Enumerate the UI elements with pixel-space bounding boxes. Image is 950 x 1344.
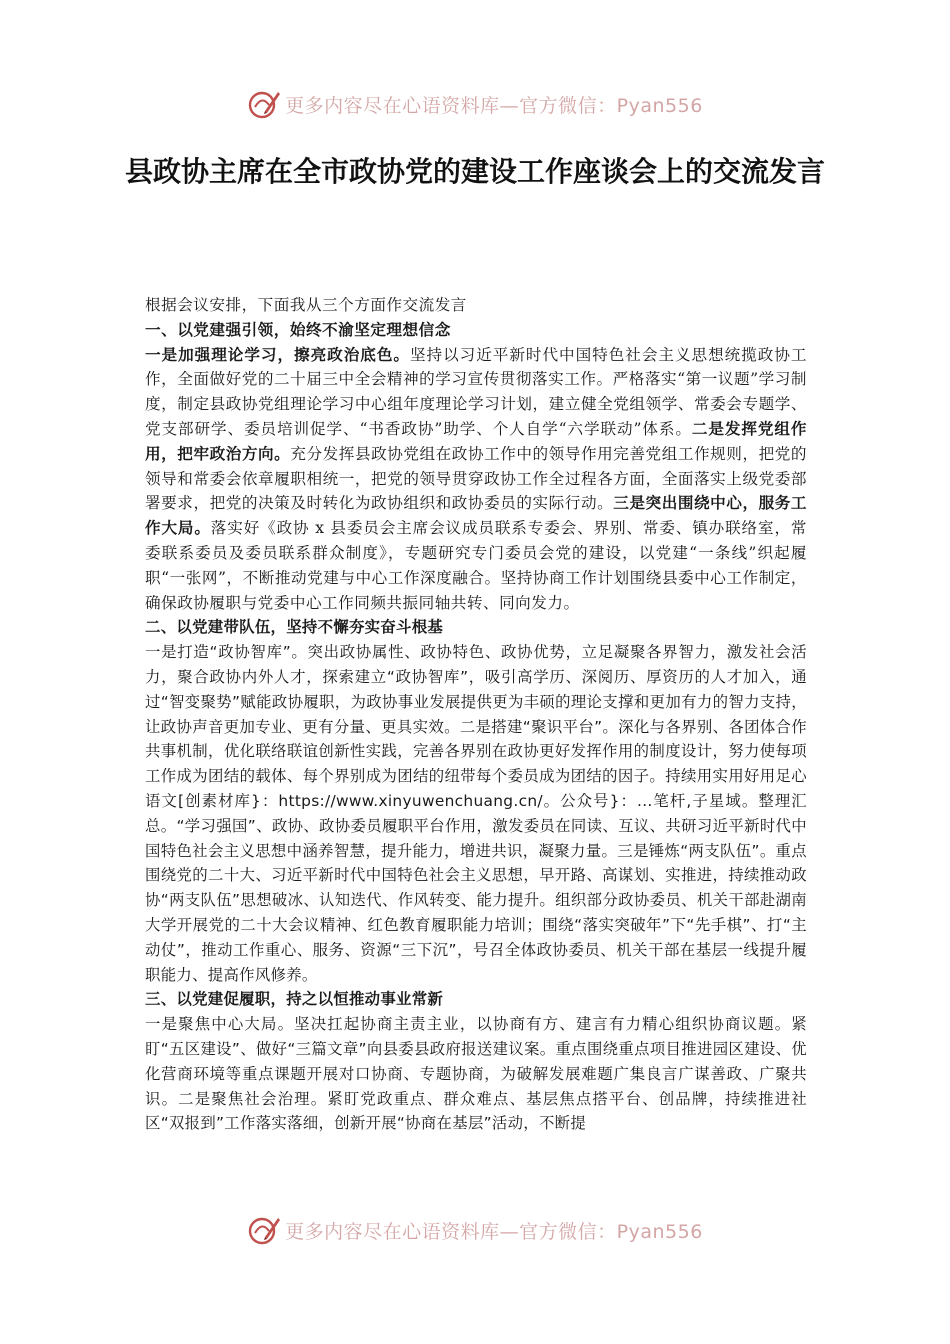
section-3-heading: 三、以党建促履职，持之以恒推动事业常新	[145, 990, 444, 1009]
pen-logo-icon	[247, 1213, 281, 1247]
wechat-id: Pyan556	[616, 1220, 703, 1243]
point-1-title: 一是加强理论学习，擦亮政治底色。	[145, 344, 410, 364]
header-banner	[0, 84, 950, 124]
footer-banner	[0, 1210, 950, 1250]
section-3-paragraph: 一是聚焦中心大局。坚决扛起协商主责主业，以协商有方、建言有力精心组织协商议题。紧盯“五区建设”、做好“三篇文章”向县委县政府报送建议案。重点围绕重点项目推进园区建设、优化营商环境等重点课题开展对口协商、专题协商，为破解发展难题广集良言广谋善政、广聚共识。二是聚焦社会治理。紧盯党政重点、群众难点、基层焦点搭平台、创品牌，持续推进社区“双报到”工作落实落细，创新开展“协商在基层”活动，不断提	[145, 1015, 807, 1133]
section-2-heading: 二、以党建带队伍，坚持不懈夯实奋斗根基	[145, 618, 444, 637]
point-3-title: 三是突出围绕中心，服务工作大局。	[145, 493, 807, 538]
banner-text: 更多内容尽在心语资料库—官方微信：Pyan556	[285, 1220, 703, 1243]
banner-text: 更多内容尽在心语资料库—官方微信：Pyan556	[285, 94, 703, 117]
point-2-title: 二是发挥党组作用，把牢政治方向。	[145, 418, 807, 463]
document-body	[145, 293, 807, 1136]
point-3-text: 落实好《政协 x 县委员会主席会议成员联系专委会、界别、常委、镇办联络室，常委联系委员及委员联系群众制度》，专题研究专门委员会党的建设，以党建“一条线”织起履职“一张网”，不断推动党建与中心工作深度融合。坚持协商工作计划围绕县委中心工作制定，确保政协履职与党委中心工作同频共振同轴共转、同向发力。	[145, 519, 807, 612]
section-1-heading: 一、以党建强引领，始终不渝坚定理想信念	[145, 319, 451, 339]
intro-paragraph: 根据会议安排，下面我从三个方面作交流发言	[145, 296, 467, 314]
section-2-paragraph: 一是打造“政协智库”。突出政协属性、政协特色、政协优势，立足凝聚各界智力，激发社会活力，聚合政协内外人才，探索建立“政协智库”，吸引高学历、深阅历、厚资历的人才加入，通过“智变聚势”赋能政协履职，为政协事业发展提供更为丰硕的理论支撑和更加有力的智力支持，让政协声音更加专业、更有分量、更具实效。二是搭建“聚识平台”。深化与各界别、各团体合作共事机制，优化联络联谊创新性实践，完善各界别在政协更好发挥作用的制度设计，努力使每项工作成为团结的载体、每个界别成为团结的纽带每个委员成为团结的因子。持续用实用好用足心语文[创素材库}：https://www.xinyuwenchuang.cn/。公众号}：...笔杆,子星域。整理汇总。“学习强国”、政协、政协委员履职平台作用，激发委员在同读、互议、共研习近平新时代中国特色社会主义思想中涵养智慧，提升能力，增进共识，凝聚力量。三是锤炼“两支队伍”。重点围绕党的二十大、习近平新时代中国特色社会主义思想，早开路、高谋划、实推进，持续推动政协“两支队伍”思想破冰、认知迭代、作风转变、能力提升。组织部分政协委员、机关干部赴湖南大学开展党的二十大会议精神、红色教育履职能力培训；围绕“落实突破年”下“先手棋”、打“主动仗”，推动工作重心、服务、资源“三下沉”，号召全体政协委员、机关干部在基层一线提升履职能力、提高作风修养。	[145, 643, 807, 984]
point-2-text: 充分发挥县政协党组在政协工作中的领导作用完善党组工作规则，把党的领导和常委会依章履职相统一，把党的领导贯穿政协工作全过程各方面，全面落实上级党委部署要求，把党的决策及时转化为政协组织和政协委员的实际行动。	[145, 444, 807, 513]
point-1-text: 坚持以习近平新时代中国特色社会主义思想统揽政协工作，全面做好党的二十届三中全会精神的学习宣传贯彻落实工作。严格落实“第一议题”学习制度，制定县政协党组理论学习中心组年度理论学习计划，建立健全党组领学、常委会专题学、党支部研学、委员培训促学、“书香政协”助学、个人自学“六学联动”体系。	[145, 345, 807, 438]
section-1-paragraph	[145, 343, 807, 616]
document-title: 县政协主席在全市政协党的建设工作座谈会上的交流发言	[124, 155, 825, 188]
pen-logo-icon	[247, 87, 281, 121]
wechat-id: Pyan556	[616, 94, 703, 117]
